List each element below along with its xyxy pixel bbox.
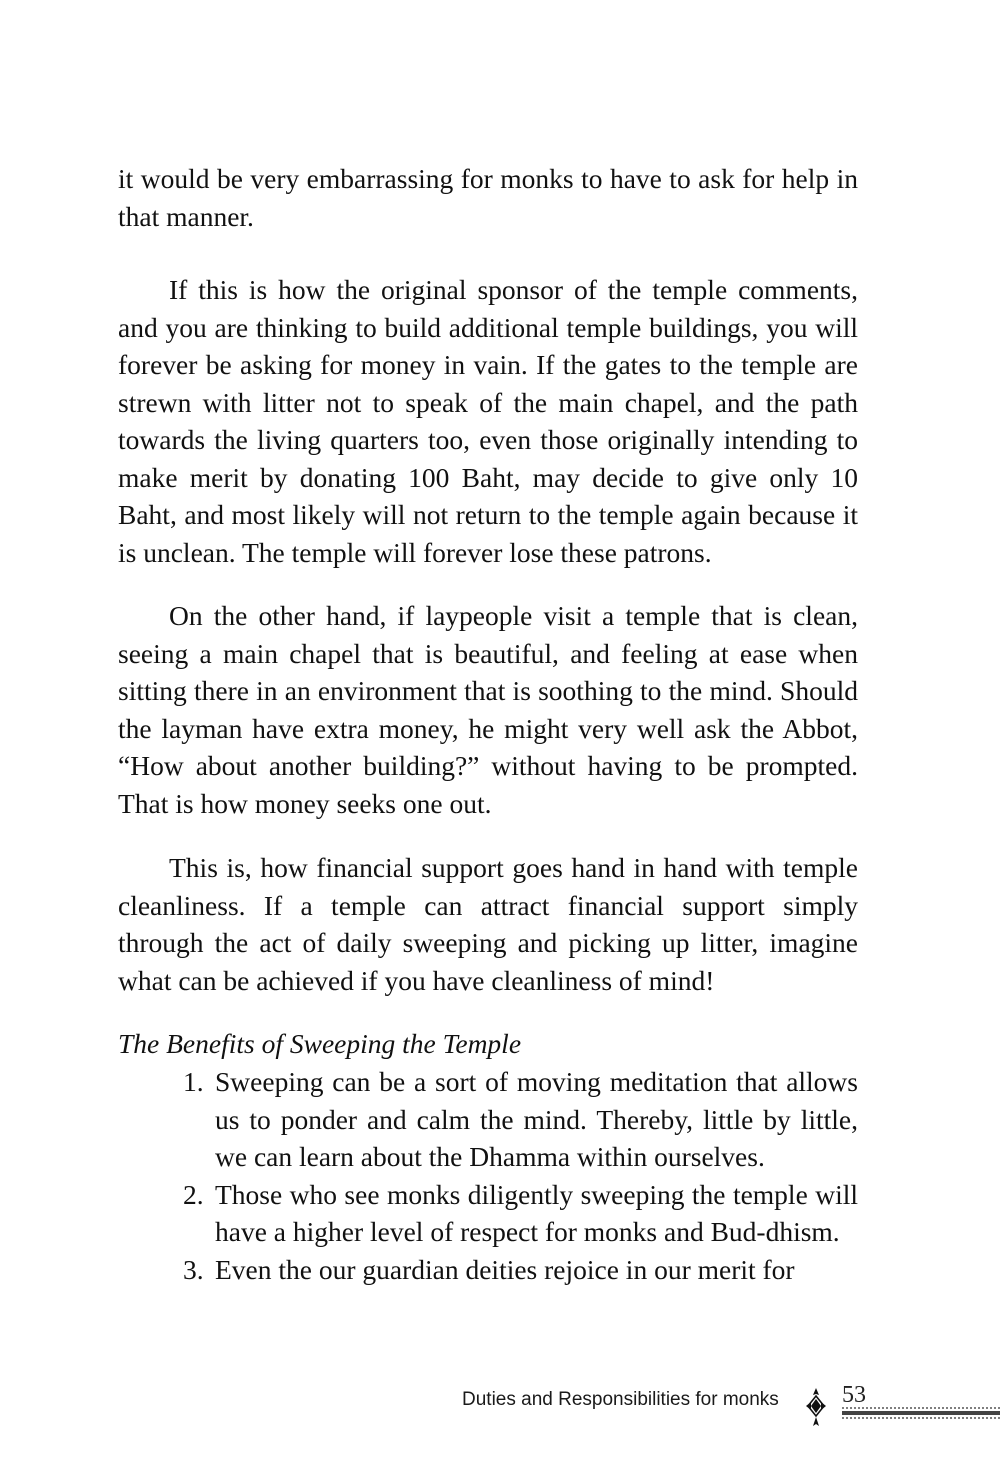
paragraph-sponsor-comments: If this is how the original sponsor of the temple comments, and you are thinking to build additional temple buildings, you will forever be asking for money in vain. If the gates to the temple are strewn with litter not to speak of the main chapel, and the path towards the living quarters too, even those originally intending to make merit by donating 100 Baht, may decide to give only 10 Baht, and most likely will not return to the temple again because it is unclean. The temple will forever lose these patrons. xyxy=(118,274,858,568)
list-item-text: Those who see monks diligently sweeping the temple will have a higher level of respect for monks and Bud-dhism. xyxy=(215,1178,858,1247)
book-title: Duties and Responsibilities for monks xyxy=(462,1389,779,1410)
list-item xyxy=(183,1063,858,1176)
section-heading: The Benefits of Sweeping the Temple xyxy=(118,1028,522,1059)
paragraph-clean-temple: On the other hand, if laypeople visit a temple that is clean, seeing a main chapel that is beautiful, and feeling at ease when sitting there in an environment that is soothing to the mind. Should the layman have extra money, he might very well ask the Abbot, “How about another building?” without having to be prompted. That is how money seeks one out. xyxy=(118,600,858,819)
list-item-number: 1. xyxy=(183,1066,204,1097)
page-number: 53 xyxy=(842,1382,866,1408)
list-item-text: Even the our guardian deities rejoice in our merit for xyxy=(215,1253,795,1285)
decorative-rule xyxy=(842,1406,1000,1420)
list-item-text: Sweeping can be a sort of moving meditation that allows us to ponder and calm the mind. Thereby, little by little, we can learn about the Dhamma within ourselves. xyxy=(215,1066,858,1172)
list-item xyxy=(183,1176,858,1251)
lotus-emblem-icon xyxy=(804,1386,828,1430)
page-footer xyxy=(462,1382,1000,1446)
paragraph-financial-support: This is, how financial support goes hand in hand with temple cleanliness. If a temple can attract financial support simply through the act of daily sweeping and picking up litter, imagine what can be achieved if you have cleanliness of mind! xyxy=(118,852,858,996)
list-item-number: 3. xyxy=(183,1253,204,1285)
list-item-number: 2. xyxy=(183,1178,204,1210)
paragraph-continuation: it would be very embarrassing for monks to have to ask for help in that manner. xyxy=(118,163,858,232)
benefits-list xyxy=(183,1063,858,1288)
list-item xyxy=(183,1251,858,1289)
